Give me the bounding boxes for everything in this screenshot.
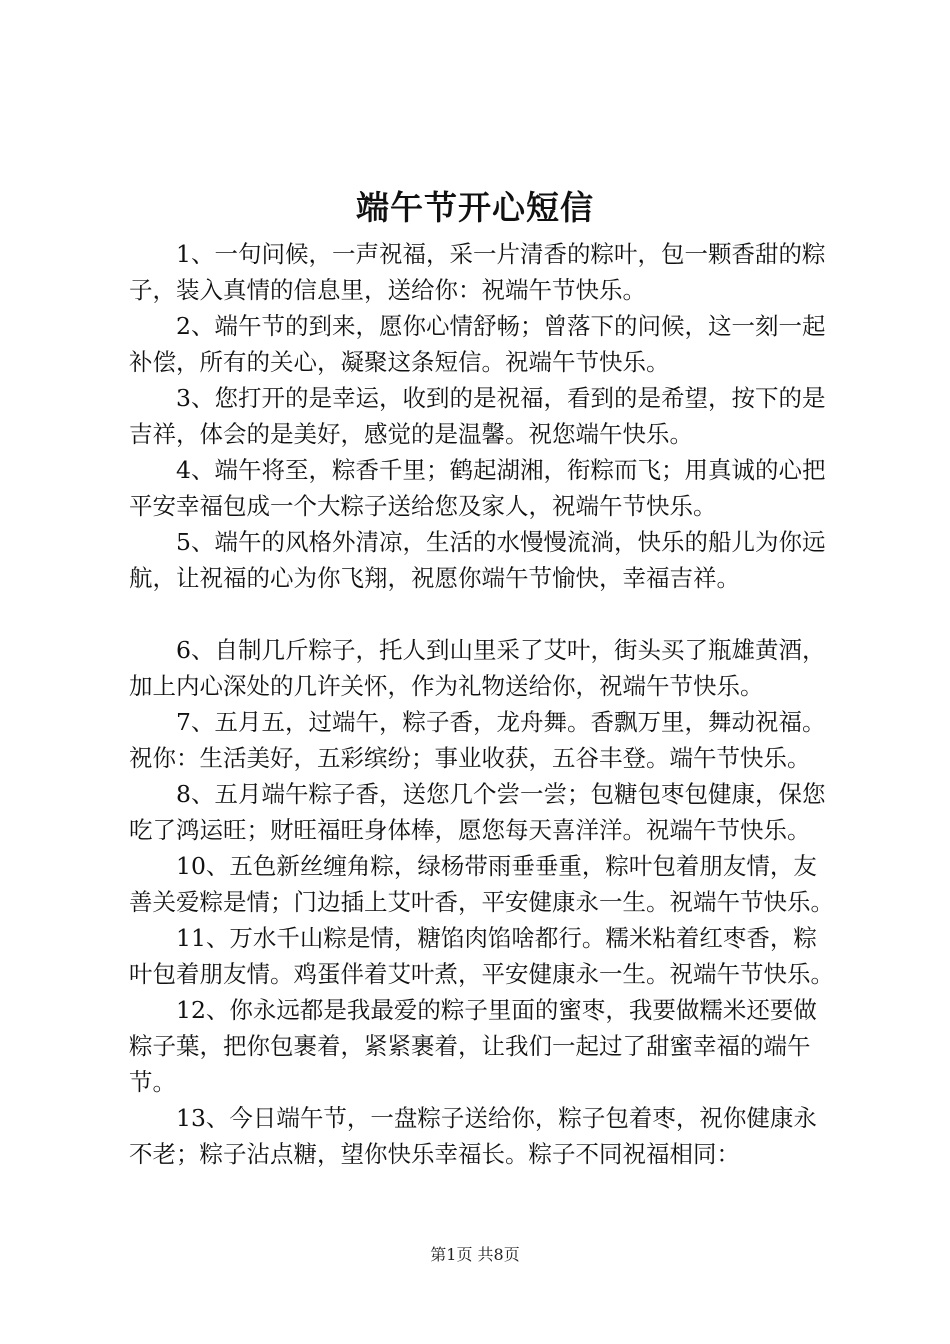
paragraph-8: 8、五月端午粽子香，送您几个尝一尝；包糖包枣包健康，保您吃了鸿运旺；财旺福旺身体棒，愿您每天喜洋洋。祝端午节快乐。 <box>129 780 826 844</box>
paragraph-2: 2、端午节的到来，愿你心情舒畅；曾落下的问候，这一刻一起补偿，所有的关心，凝聚这条短信。祝端午节快乐。 <box>129 312 826 376</box>
paragraph-4: 4、端午将至，粽香千里；鹤起湖湘，衔粽而飞；用真诚的心把平安幸福包成一个大粽子送给您及家人，祝端午节快乐。 <box>129 456 826 520</box>
paragraph-spacer <box>129 596 834 632</box>
paragraph-7: 7、五月五，过端午，粽子香，龙舟舞。香飘万里，舞动祝福。祝你：生活美好，五彩缤纷；事业收获，五谷丰登。端午节快乐。 <box>129 708 826 772</box>
paragraph-3: 3、您打开的是幸运，收到的是祝福，看到的是希望，按下的是吉祥，体会的是美好，感觉的是温馨。祝您端午快乐。 <box>129 384 826 448</box>
page-number-footer: 第1页 共8页 <box>430 1245 520 1264</box>
paragraph-12: 12、你永远都是我最爱的粽子里面的蜜枣，我要做糯米还要做粽子葉，把你包裹着，紧紧裹着，让我们一起过了甜蜜幸福的端午节。 <box>129 996 817 1096</box>
paragraph-11: 11、万水千山粽是情，糖馅肉馅啥都行。糯米粘着红枣香，粽叶包着朋友情。鸡蛋伴着艾叶煮，平安健康永一生。祝端午节快乐。 <box>129 924 834 988</box>
document-title: 端午节开心短信 <box>356 188 594 227</box>
paragraph-1: 1、一句问候，一声祝福，采一片清香的粽叶，包一颗香甜的粽子，装入真情的信息里，送给你：祝端午节快乐。 <box>129 240 826 304</box>
paragraph-5: 5、端午的风格外清凉，生活的水慢慢流淌，快乐的船儿为你远航，让祝福的心为你飞翔，祝愿你端午节愉快，幸福吉祥。 <box>129 528 826 592</box>
paragraph-13: 13、今日端午节，一盘粽子送给你，粽子包着枣，祝你健康永不老；粽子沾点糖，望你快乐幸福长。粽子不同祝福相同： <box>129 1104 817 1168</box>
paragraph-10: 10、五色新丝缠角粽，绿杨带雨垂垂重，粽叶包着朋友情，友善关爱粽是情；门边插上艾叶香，平安健康永一生。祝端午节快乐。 <box>129 852 834 916</box>
paragraph-6: 6、自制几斤粽子，托人到山里采了艾叶，街头买了瓶雄黄酒，加上内心深处的几许关怀，作为礼物送给你，祝端午节快乐。 <box>129 636 826 700</box>
document-body <box>129 236 834 1172</box>
